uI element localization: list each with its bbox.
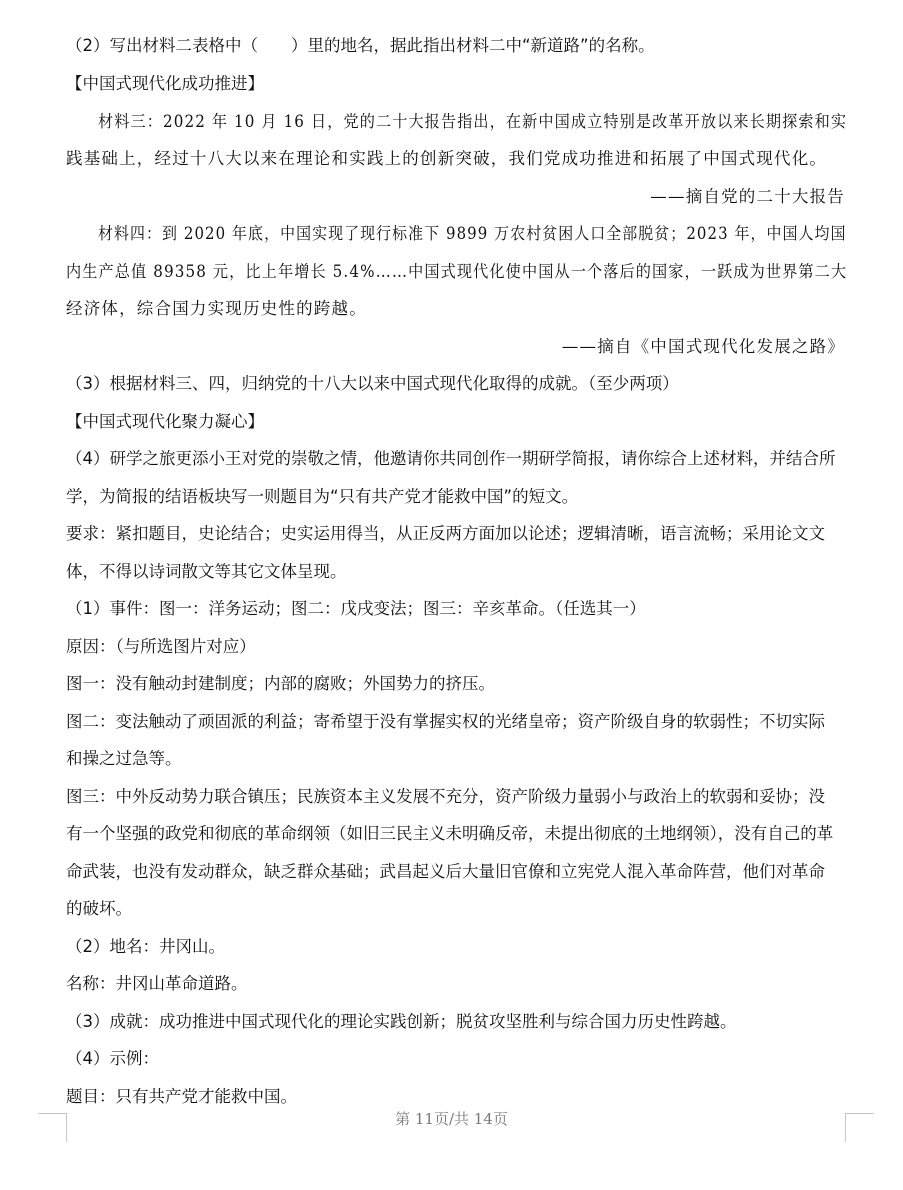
page-footer: 第 11页/共 14页	[395, 1110, 508, 1128]
material-3-line-1: 材料三：2022 年 10 月 16 日，党的二十大报告指出，在新中国成立特别是改革开放以来长期探索和实	[98, 112, 848, 131]
material-3-line-2: 践基础上，经过十八大以来在理论和实践上的创新突破，我们党成功推进和拓展了中国式现代化。	[66, 149, 828, 168]
answer-reason-intro: 原因：（与所选图片对应）	[66, 637, 256, 656]
answer-1-text: （1）事件：图一：洋务运动；图二：戊戌变法；图三：辛亥革命。（任选其一）	[66, 599, 646, 618]
answer-figure-2-line-2: 和操之过急等。	[66, 749, 182, 768]
material-4-line-1: 材料四：到 2020 年底，中国实现了现行标准下 9899 万农村贫困人口全部脱贫；2023 年，中国人均国	[98, 224, 847, 243]
answer-figure-3-line-4: 的破坏。	[66, 899, 132, 918]
material-4-line-2: 内生产总值 89358 元，比上年增长 5.4%……中国式现代化使中国从一个落后的国家，一跃成为世界第二大	[66, 262, 848, 281]
question-4-prompt-line-2: 学，为简报的结语板块写一则题目为“只有共产党才能救中国”的短文。	[66, 487, 579, 506]
answer-figure-3-line-1: 图三：中外反动势力联合镇压；民族资本主义发展不充分，资产阶级力量弱小与政治上的软弱和妥协；没	[66, 787, 825, 806]
answer-figure-3-line-2: 有一个坚强的政党和彻底的革命纲领（如旧三民主义未明确反帝，未提出彻底的土地纲领），没有自己的革	[66, 824, 834, 843]
answer-figure-2-line-1: 图二：变法触动了顽固派的利益；寄希望于没有掌握实权的光绪皇帝；资产阶级自身的软弱性；不切实际	[66, 712, 825, 731]
answer-4-title: 题目：只有共产党才能救中国。	[66, 1087, 297, 1106]
material-4-line-3: 经济体，综合国力实现历史性的跨越。	[66, 299, 367, 318]
answer-2-name: 名称：井冈山革命道路。	[66, 974, 248, 993]
requirements-line-2: 体，不得以诗词散文等其它文体呈现。	[66, 562, 347, 581]
material-3-source: ——摘自党的二十大报告	[650, 187, 845, 206]
answer-figure-1: 图一：没有触动封建制度；内部的腐败；外国势力的挤压。	[66, 674, 495, 693]
answer-figure-3-line-3: 命武装，也没有发动群众，缺乏群众基础；武昌起义后大量旧官僚和立宪党人混入革命阵营，他们对革命	[66, 862, 825, 881]
question-2-prompt: （2）写出材料二表格中（ ）里的地名，据此指出材料二中“新道路”的名称。	[66, 36, 655, 55]
material-4-source: ——摘自《中国式现代化发展之路》	[561, 337, 845, 356]
section-heading-unity: 【中国式现代化聚力凝心】	[66, 412, 264, 431]
requirements-line-1: 要求：紧扣题目，史论结合；史实运用得当，从正反两方面加以论述；逻辑清晰，语言流畅；采用论文文	[66, 524, 825, 543]
answer-line-1	[66, 597, 847, 621]
answer-3: （3）成就：成功推进中国式现代化的理论实践创新；脱贫攻坚胜利与综合国力历史性跨越。	[66, 1012, 737, 1031]
answer-4-example: （4）示例：	[66, 1049, 159, 1068]
question-4-prompt-line-1: （4）研学之旅更添小王对党的崇敬之情，他邀请你共同创作一期研学简报，请你综合上述材料，并结合所	[66, 449, 836, 468]
section-heading-success: 【中国式现代化成功推进】	[66, 74, 264, 93]
answer-2-place: （2）地名：井冈山。	[66, 937, 225, 956]
question-3-prompt: （3）根据材料三、四，归纳党的十八大以来中国式现代化取得的成就。（至少两项）	[66, 374, 679, 393]
